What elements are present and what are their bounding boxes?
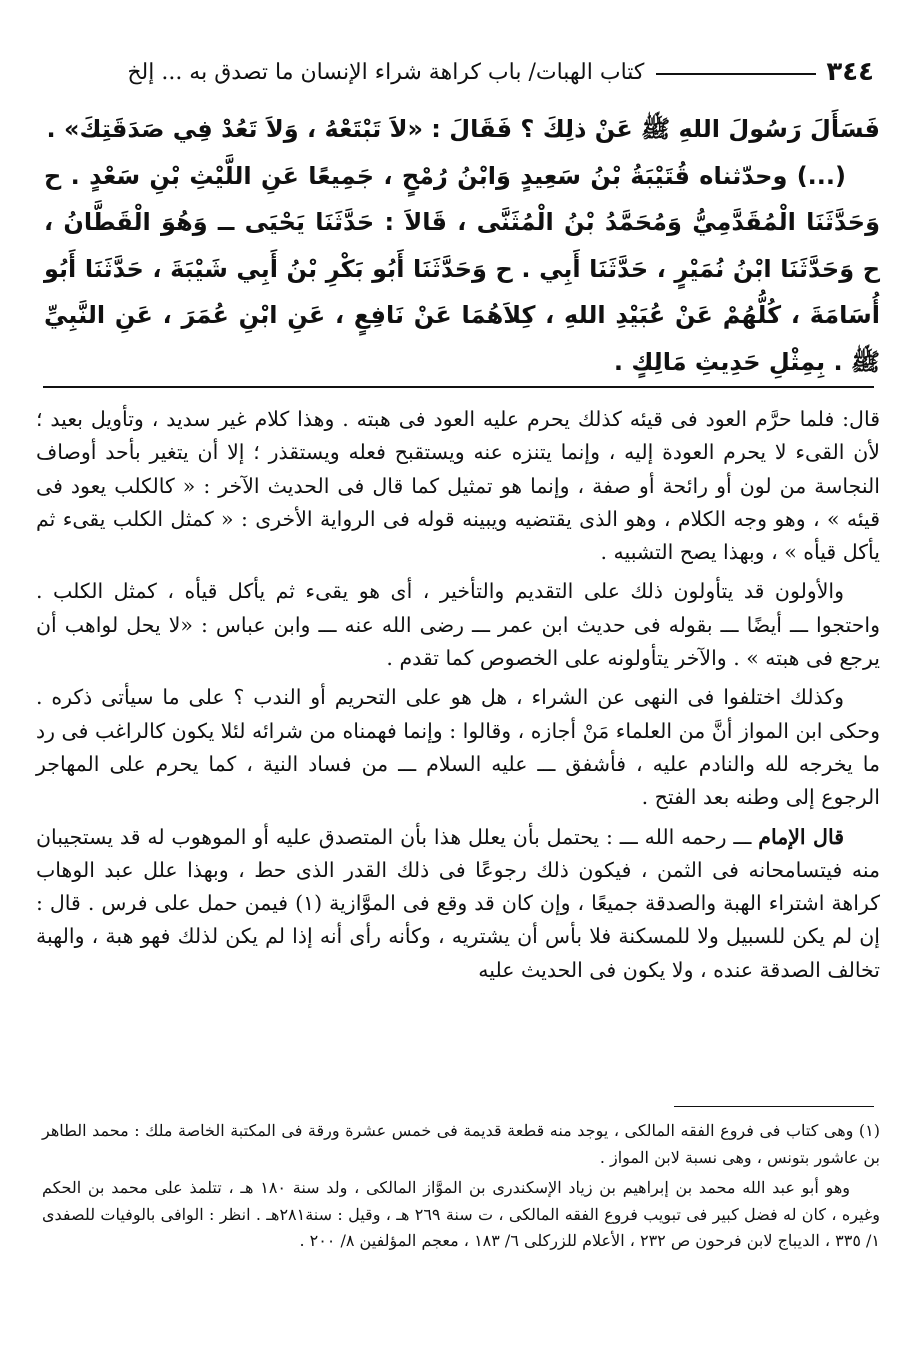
- paragraph-lead: قال الإمام: [758, 824, 844, 849]
- commentary-text: [36, 403, 880, 993]
- section-divider: [43, 386, 874, 388]
- footnote: وهو أبو عبد الله محمد بن إبراهيم بن زياد الإسكندرى بن الموَّاز المالكى ، ولد سنة ١٨٠ هـ ، تتلمذ على محمد بن الحكم وغيره ، كان له فضل كبير فى تبويب فروع الفقه المالكى ، ت سنة ٢٦٩ هـ ، وقيل : سنة٢٨١هـ . انظر : الوافى بالوفيات للصفدى ١/ ٣٣٥ ، الديباج لابن فرحون ص ٢٣٢ ، الأعلام للزركلى ٦/ ١٨٣ ، معجم المؤلفين ٨/ ٢٠٠ .: [42, 1178, 880, 1250]
- running-title: كتاب الهبات/ باب كراهة شراء الإنسان ما تصدق به ... إلخ: [127, 59, 645, 85]
- paragraph-text: وكذلك اختلفوا فى النهى عن الشراء ، هل هو على التحريم أو الندب ؟ على ما سيأتى ذكره . وحكى ابن المواز أنَّ من العلماء مَنْ أجازه ، وقالوا : وإنما فهمناه من شرائه لئلا يكون كالراغب فى رد ما يخرجه لله والنادم عليه ، فأشفق ـــ عليه السلام ـــ من فساد النية ، كما يحرم على المهاجر الرجوع إلى وطنه بعد الفتح .: [36, 685, 880, 810]
- hadith-line: فَسَأَلَ رَسُولَ اللهِ ﷺ عَنْ ذلِكَ ؟ فَقَالَ : «لاَ تَبْتَعْهُ ، وَلاَ تَعُدْ فِي صَدَقَتِكَ» .: [46, 115, 880, 143]
- footnotes: [42, 1118, 880, 1259]
- footnote: (١) وهى كتاب فى فروع الفقه المالكى ، يوجد منه قطعة قديمة فى خمس عشرة ورقة فى المكتبة الخاصة ملك : محمد الطاهر بن عاشور بتونس ، وهى نسبة لابن المواز .: [42, 1121, 880, 1167]
- footnote-divider: [674, 1106, 874, 1107]
- commentary-paragraph: [36, 575, 880, 675]
- page-header: [58, 52, 874, 92]
- hadith-text: [44, 106, 880, 385]
- commentary-paragraph: [36, 403, 880, 569]
- commentary-paragraph: [36, 681, 880, 814]
- paragraph-text: قال: فلما حرَّم العود فى قيئه كذلك يحرم عليه العود فى هبته . وهذا كلام غير سديد ، وتأويل بعيد ؛ لأن القىء لا يحرم العودة إليه ، وإنما يتنزه عنه ويستقبح فعله ويستقذر ؛ إلا أن يتغير بأحد أوصاف النجاسة من لون أو رائحة أو صفة ، وإنما هو تمثيل كما قال فى الحديث الآخر : « كالكلب يعود فى قيئه » ، وهو وجه الكلام ، وهو الذى يقتضيه ويبينه قوله فى الرواية الأخرى : « كمثل الكلب يقىء ثم يأكل قيأه » ، وبهذا يصح التشبيه .: [36, 407, 880, 565]
- hadith-line: (...) وحدّثناه قُتَيْبَةُ بْنُ سَعِيدٍ وَابْنُ رُمْحٍ ، جَمِيعًا عَنِ اللَّيْثِ بْنِ سَعْدٍ . ح وَحَدَّثَنَا الْمُقَدَّمِيُّ وَمُحَمَّدُ بْنُ الْمُثَنَّى ، قَالاَ : حَدَّثَنَا يَحْيَى ــ وَهُوَ الْقَطَّانُ ، ح وَحَدَّثَنَا ابْنُ نُمَيْرٍ ، حَدَّثَنَا أَبِي . ح وَحَدَّثَنَا أَبُو بَكْرِ بْنُ أَبِي شَيْبَةَ ، حَدَّثَنَا أَبُو أُسَامَةَ ، كُلُّهُمْ عَنْ عُبَيْدِ اللهِ ، كِلاَهُمَا عَنْ نَافِعٍ ، عَنِ ابْنِ عُمَرَ ، عَنِ النَّبِيِّ ﷺ . بِمِثْلِ حَدِيثِ مَالِكٍ .: [44, 161, 880, 376]
- page-number: ٣٤٤: [826, 57, 874, 87]
- paragraph-text: ـــ رحمه الله ـــ : يحتمل بأن يعلل هذا بأن المتصدق عليه أو الموهوب له قد يستجيبان منه فيتسامحانه فى الثمن ، فيكون ذلك رجوعًا فى ذلك القدر الذى حط ، وبهذا علل عبد الوهاب كراهة اشتراء الهبة والصدقة جميعًا ، وإن كان قد وقع فى الموَّازية (١) فيمن حمل على فرس . قال : إن لم يكن للسبيل ولا للمسكنة فلا بأس أن يشتريه ، وكأنه رأى أنه إذا لم يكن لذلك فهو هبة ، والهبة تخالف الصدقة عنده ، ولا يكون فى الحديث عليه: [36, 824, 880, 982]
- commentary-paragraph: [36, 821, 880, 987]
- header-rule: [656, 73, 816, 75]
- paragraph-text: والأولون قد يتأولون ذلك على التقديم والتأخير ، أى هو يقىء ثم يأكل قيأه ، كمثل الكلب . واحتجوا ـــ أيضًا ـــ بقوله فى حديث ابن عمر ـــ رضى الله عنه ـــ وابن عباس : «لا يحل لواهب أن يرجع فى هبته » . والآخر يتأولونه على الخصوص كما تقدم .: [36, 579, 880, 671]
